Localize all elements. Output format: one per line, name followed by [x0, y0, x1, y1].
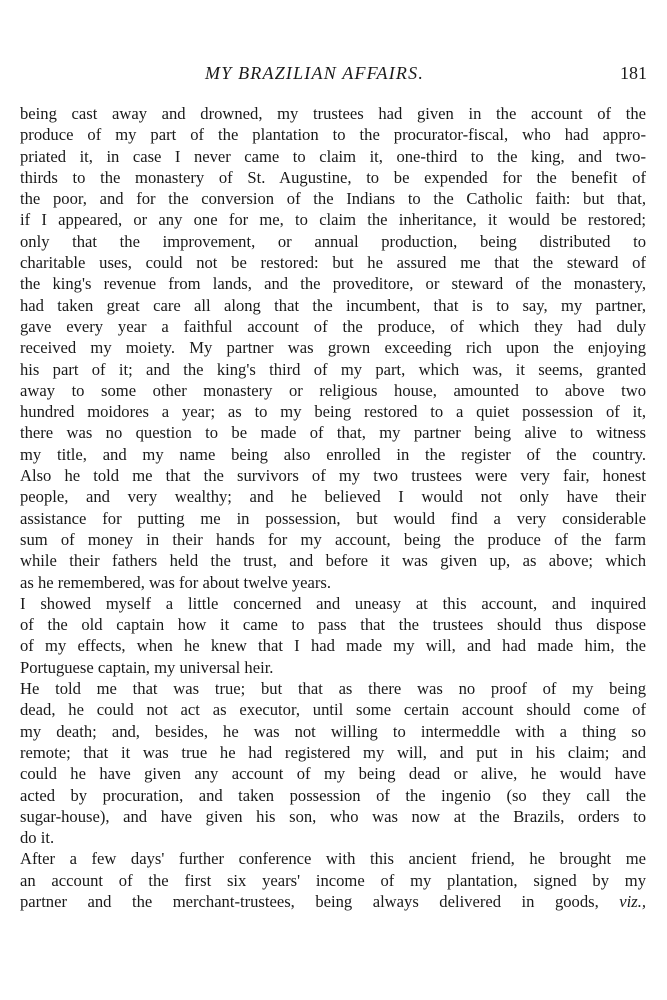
text-line: away to some other monastery or religious house, amounted to above two: [20, 380, 646, 400]
text-line: being cast away and drowned, my trustees had given in the account of the: [20, 104, 646, 123]
text-line: acted by procuration, and taken possession of the ingenio (so they call the: [20, 785, 646, 805]
text-line: dead, he could not act as executor, until some certain account should come of: [20, 700, 646, 720]
page-number: 181: [620, 63, 647, 83]
paragraph-1: [20, 103, 646, 593]
text-line: had taken great care all along that the incumbent, that is to say, my partner,: [20, 295, 646, 315]
text-line: of my effects, when he knew that I had made my will, and had made him, the: [20, 636, 646, 656]
italic-abbreviation: viz.,: [619, 891, 646, 911]
text-line: charitable uses, could not be restored: but he assured me that the steward of: [20, 253, 646, 273]
text-line: sugar-house), and have given his son, who was now at the Brazils, orders to: [20, 806, 646, 826]
text-line: his part of it; and the king's third of my part, which was, it seems, granted: [20, 359, 646, 379]
text-line: thirds to the monastery of St. Augustine, to be expended for the benefit of: [20, 167, 646, 187]
text-line-with-italic: [20, 891, 646, 912]
text-line: After a few days' further conference with this ancient friend, he brought me: [20, 849, 646, 869]
text-line: only that the improvement, or annual production, being distributed to: [20, 231, 646, 251]
text-line: while their fathers held the trust, and before it was given up, as above; which: [20, 551, 646, 571]
text-line: remote; that it was true he had registered my will, and put in his claim; and: [20, 742, 646, 762]
text-line: if I appeared, or any one for me, to claim the inheritance, it would be restored;: [20, 210, 646, 230]
text-line: assistance for putting me in possession, but would find a very considerable: [20, 508, 646, 528]
text-line: could he have given any account of my being dead or alive, he would have: [20, 764, 646, 784]
running-head: [0, 63, 667, 89]
text-line: do it.: [20, 828, 55, 848]
text-line: priated it, in case I never came to claim it, one-third to the king, and two-: [20, 146, 646, 166]
text-line: people, and very wealthy; and he believed I would not only have their: [20, 487, 646, 507]
body-text: [20, 103, 646, 912]
text-line: hundred moidores a year; as to my being restored to a quiet possession of it,: [20, 402, 646, 422]
paragraph-3: [20, 678, 646, 848]
text-line: produce of my part of the plantation to the procurator-fiscal, who had appro-: [20, 125, 646, 145]
text-line: there was no question to be made of that, my partner being alive to witness: [20, 423, 646, 443]
text-line: of the old captain how it came to pass that the trustees should thus dispose: [20, 615, 646, 635]
text-line: gave every year a faithful account of the produce, of which they had duly: [20, 316, 646, 336]
text-line: the king's revenue from lands, and the proveditore, or steward of the monastery,: [20, 274, 646, 294]
text-line: He told me that was true; but that as there was no proof of my being: [20, 679, 646, 699]
text-line: my title, and my name being also enrolled in the register of the country.: [20, 444, 646, 464]
text-line: Also he told me that the survivors of my two trustees were very fair, honest: [20, 466, 646, 486]
text-line: Portuguese captain, my universal heir.: [20, 657, 274, 677]
text-line: an account of the first six years' income of my plantation, signed by my: [20, 870, 646, 890]
text-line: the poor, and for the conversion of the Indians to the Catholic faith: but that,: [20, 189, 646, 209]
text-line: I showed myself a little concerned and uneasy at this account, and inquired: [20, 593, 646, 613]
text-line-roman: partner and the merchant-trustees, being always delivered in goods,: [20, 891, 599, 911]
text-line: my death; and, besides, he was not willing to intermeddle with a thing so: [20, 721, 646, 741]
text-line: as he remembered, was for about twelve years.: [20, 572, 332, 592]
paragraph-2: [20, 593, 646, 678]
text-line: received my moiety. My partner was grown exceeding rich upon the enjoying: [20, 338, 646, 358]
text-line: sum of money in their hands for my account, being the produce of the farm: [20, 529, 646, 549]
paragraph-4: [20, 848, 646, 912]
running-title: MY BRAZILIAN AFFAIRS.: [205, 63, 425, 83]
